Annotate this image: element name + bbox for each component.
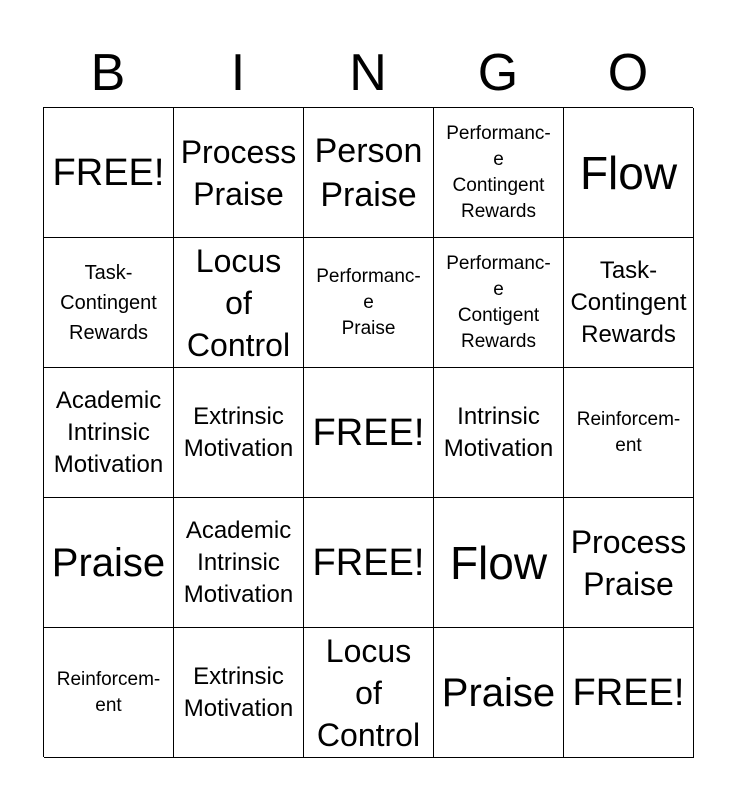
bingo-cell-label: Process Praise	[570, 523, 687, 602]
bingo-cell-r4-c5[interactable]	[564, 498, 694, 628]
bingo-cell-label: FREE!	[312, 541, 425, 584]
bingo-cell-label: Intrinsic Motivation	[443, 402, 554, 462]
bingo-cell-r3-c1[interactable]	[44, 368, 174, 498]
bingo-cell-label: Extrinsic Motivation	[183, 662, 294, 722]
bingo-cell-r5-c1[interactable]	[44, 628, 174, 758]
bingo-cell-label: Person Praise	[314, 131, 423, 214]
bingo-cell-label: Extrinsic Motivation	[183, 402, 294, 462]
bingo-cell-r1-c1[interactable]	[44, 108, 174, 238]
header-letter-i: I	[230, 44, 246, 102]
bingo-cell-r4-c4[interactable]	[434, 498, 564, 628]
bingo-cell-r1-c5[interactable]	[564, 108, 694, 238]
bingo-cell-label: Performanc- e Contigent Rewards	[446, 252, 551, 352]
bingo-cell-r2-c2[interactable]	[174, 238, 304, 368]
bingo-cell-r3-c4[interactable]	[434, 368, 564, 498]
bingo-cell-label: FREE!	[312, 411, 425, 454]
bingo-cell-label: Locus of Control	[316, 632, 421, 753]
bingo-cell-label: FREE!	[572, 671, 685, 714]
bingo-cell-label: Flow	[449, 536, 548, 589]
bingo-cell-r4-c1[interactable]	[44, 498, 174, 628]
bingo-cell-r2-c3[interactable]	[304, 238, 434, 368]
bingo-cell-r5-c5[interactable]	[564, 628, 694, 758]
bingo-cell-r3-c2[interactable]	[174, 368, 304, 498]
bingo-cell-label: Academic Intrinsic Motivation	[183, 516, 294, 608]
bingo-cell-r1-c2[interactable]	[174, 108, 304, 238]
bingo-cell-r3-c5[interactable]	[564, 368, 694, 498]
header-letter-b: B	[90, 44, 126, 102]
header-letter-n: N	[349, 44, 387, 102]
bingo-cell-r4-c3[interactable]	[304, 498, 434, 628]
bingo-cell-r2-c5[interactable]	[564, 238, 694, 368]
bingo-cell-label: Praise	[51, 540, 166, 585]
bingo-cell-label: Performanc- e Praise	[316, 265, 421, 339]
bingo-cell-r5-c4[interactable]	[434, 628, 564, 758]
header-letter-g: G	[477, 44, 519, 102]
bingo-cell-label: FREE!	[52, 151, 165, 194]
bingo-card-grid	[43, 107, 693, 757]
bingo-cell-r2-c1[interactable]	[44, 238, 174, 368]
header-letter-o: O	[607, 44, 649, 102]
bingo-cell-label: Reinforcem- ent	[576, 408, 681, 456]
bingo-cell-label: Locus of Control	[186, 242, 291, 363]
bingo-cell-r4-c2[interactable]	[174, 498, 304, 628]
bingo-cell-r1-c4[interactable]	[434, 108, 564, 238]
bingo-cell-r3-c3[interactable]	[304, 368, 434, 498]
bingo-cell-label: Task- Contingent Rewards	[60, 261, 157, 344]
bingo-cell-r2-c4[interactable]	[434, 238, 564, 368]
bingo-cell-label: Reinforcem- ent	[56, 668, 161, 716]
bingo-cell-r1-c3[interactable]	[304, 108, 434, 238]
bingo-cell-label: Performanc- e Contingent Rewards	[446, 122, 551, 222]
bingo-cell-r5-c2[interactable]	[174, 628, 304, 758]
bingo-cell-label: Praise	[441, 670, 556, 715]
bingo-cell-label: Flow	[579, 146, 678, 199]
bingo-cell-r5-c3[interactable]	[304, 628, 434, 758]
bingo-cell-label: Academic Intrinsic Motivation	[53, 386, 164, 478]
bingo-cell-label: Task- Contingent Rewards	[570, 256, 687, 348]
bingo-header	[43, 40, 693, 106]
bingo-cell-label: Process Praise	[180, 133, 297, 212]
